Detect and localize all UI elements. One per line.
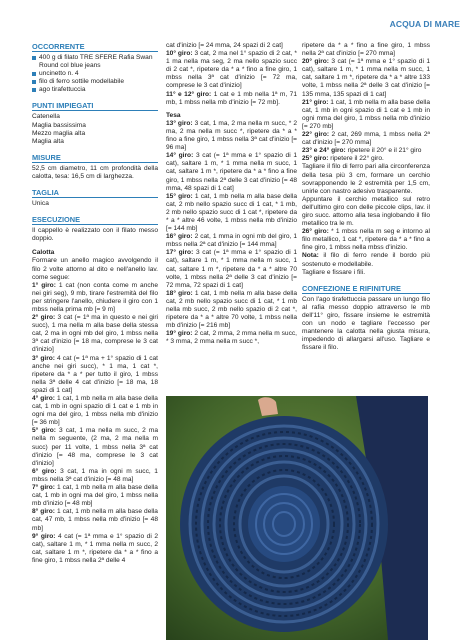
section-title-punti: PUNTI IMPIEGATI (32, 101, 158, 111)
tesa-subtitle: Tesa (166, 111, 181, 119)
round-text: 4 cat (= 1ª ma + 1° spazio di 1 cat anche nei giri succ), * 1 ma, 1 cat *, ripetere da * a * per tutto il giro, 1 mbss nella 3ª delle 4 cat d'inizio [= 18 ma, 18 spazi di 1 cat] (32, 354, 158, 394)
round-instruction (166, 290, 297, 330)
round-text: 3 cat (= 1ª mma e 1° spazio di 1 cat), saltare 1 m, * 1 mma nella m succ, 1 cat, saltare 1 m *, ripetere da * a * altre 70 volte, 1 mbss nella 2ª delle 3 cat d'inizio [= 72 mma, 72 spazi di 1 cat] (166, 249, 297, 289)
round-label: 19° giro: (166, 330, 193, 338)
round-label: 6° giro: (32, 467, 57, 475)
round-instruction (166, 120, 297, 152)
material-item: filo di ferro sottile modellabile (32, 78, 158, 86)
round-text: cat d'inizio [= 24 mma, 24 spazi di 2 cat] (166, 42, 283, 49)
calotta-subtitle: Calotta (32, 249, 55, 257)
round-instruction (32, 533, 158, 565)
round-label: 11° e 12° giro: (166, 90, 212, 98)
stitch-item: Catenella (32, 113, 60, 121)
round-instruction (32, 427, 158, 467)
round-instruction (166, 50, 297, 90)
round-label: 14° giro: (166, 152, 194, 160)
round-text: 3 cat (= 1ª mma e 1° spazio di 1 cat), saltare 1 m, * 1 mma nella m succ, 1 cat, saltare 1 m *, ripetere da * a * fino a fine giro, 1 mbss nella 2ª delle 3 cat d'inizio [= 48 mma, 48 spazi di 1 cat] (166, 152, 297, 192)
round-text: 2 cat, 2 mma, 2 mma nella m succ, * 3 mma, 2 mma nella m succ *, (166, 330, 297, 346)
round-text: 2 cat, 1 mma in ogni mb del giro, 1 mbss nella 2ª cat d'inizio [= 144 mma] (166, 233, 297, 249)
round-label: 8° giro: (32, 508, 55, 516)
stitch-item: Maglia alta (32, 137, 64, 145)
round-text: 1 cat, 1 mb nella m alla base della cat, 1 mb in ogni spazio di 1 cat e 1 mb in ogni mma del giro, 1 mbss nella mb d'inizio [= 270 mb] (302, 98, 430, 130)
round-text: 1 cat, 1 mb nella m alla base della cat, 1 mb in ogni ma del giro, 1 mbss nella mb d'inizio [= 48 mb] (32, 484, 158, 508)
confezione-text: Con l'ago tirafettuccia passare un lungo filo al rafia messo doppio attraverso le mb dell'11° giro, fissare insieme le estremità con un nodo e tagliare l'eccesso per mantenere la calotta nella giusta misura, impedendo di allargarsi all'uso. Tagliare e fissare il filo. (302, 295, 430, 352)
round-instruction (32, 355, 158, 395)
materials-list (32, 54, 158, 94)
round-label: 23° e 24° giro: (302, 147, 346, 155)
material-item: ago tirafettuccia (32, 86, 158, 94)
round-label: 9° giro: (32, 532, 56, 540)
round-instruction (166, 233, 297, 249)
round-label: 2° giro: (32, 314, 56, 322)
material-item: 400 g di filato TRE SFERE Rafia Swan Round col blue jeans (32, 54, 158, 70)
round-text: 1 cat (non conta come m anche nei giri seg), 9 mb, tirare l'estremità del filo per stringere l'anello, chiudere il giro con 1 mbss nella prima mb [= 9 m] (32, 281, 158, 313)
round-label: 3° giro: (32, 354, 55, 362)
round-text: 2 cat, 269 mma, 1 mbss nella 2ª cat d'inizio [= 270 mma] (302, 131, 430, 147)
closing-line: Tagliare e fissare i fili. (302, 268, 366, 276)
round-text: ripetere da * a * fino a fine giro, 1 mbss nella 2ª cat d'inizio [= 270 mma] (302, 42, 430, 58)
section-title-misure: MISURE (32, 153, 158, 163)
round-text: 3 cat (= 1ª ma in questo e nei giri succ), 1 ma nella m alla base della stessa cat, 2 ma in ogni mb del giro, 1 mbss nella 3ª cat d'inizio [= 18 ma, comprese le 3 cat d'inizio] (32, 314, 158, 354)
page-header (0, 0, 472, 34)
round-text: 3 cat, 2 ma nel 1° spazio di 2 cat, * 1 ma nella ma seg, 2 ma nello spazio succ di 2 cat *, ripetere da * a * fino a fine giro, 1 mbss nella 3ª cat d'inizio [= 72 ma, comprese le 3 cat d'inizio] (166, 50, 297, 90)
round-list-top (166, 42, 297, 107)
round-text: 1 cat, 1 mb nella m alla base della cat, 2 mb nello spazio succ di 1 cat, * 1 mb, 2 mb nello spazio succ di 1 cat *, ripetere da * a * altre 46 volte, 1 mbss nella mb d'inizio [= 144 mb] (166, 192, 298, 233)
round-text: 1 cat, 1 mb nella m alla base della cat, 47 mb, 1 mbss nella mb d'inizio [= 48 mb] (32, 508, 158, 532)
running-title: ACQUA DI MARE (389, 19, 460, 29)
round-instruction (166, 42, 297, 50)
crochet-hat-illustration (166, 396, 428, 640)
stitch-item: Mezzo maglia alta (32, 129, 86, 137)
stitch-list (32, 113, 158, 145)
round-label: 22° giro: (302, 131, 330, 139)
finishing-paragraph: Appuntare il cerchio metallico sul retro dell'ultimo giro con delle piccole clips, lav. il giro succ. attorno alla tesa inglobando il filo metallico tra le m. (302, 195, 430, 228)
round-label: 15° giro: (166, 192, 193, 200)
section-title-occorrente: OCCORRENTE (32, 42, 158, 52)
bullet-square-icon (32, 72, 36, 76)
round-text: 3 cat, 1 ma nella m succ, 2 ma nella m seguente, (2 ma, 2 ma nella m succ) per 11 volte, 1 mbss nella 3ª cat d'inizio [= 48 ma, comprese le 3 cat d'inizio] (32, 427, 158, 467)
round-instruction (302, 42, 430, 58)
section-title-esecuzione: ESECUZIONE (32, 215, 158, 225)
column-middle (166, 42, 297, 346)
esecuzione-text: Il cappello è realizzato con il filato messo doppio. (32, 227, 158, 243)
round-instruction (302, 131, 430, 147)
round-instruction (32, 508, 158, 532)
round-text: 1 cat, 1 mb nella m alla base della cat, 1 mb in ogni spazio di 1 cat e 1 mb in ogni ma del giro, 1 mbss nella mb d'inizio [= 36 mb] (32, 395, 158, 427)
round-text: 3 cat, 1 ma in ogni m succ, 1 mbss nella 3ª cat d'inizio [= 48 ma] (32, 467, 158, 483)
round-instruction (32, 484, 158, 508)
misure-text: 52,5 cm diametro, 11 cm profondità della calotta, tesa: 16,5 cm di larghezza. (32, 164, 158, 180)
taglia-text: Unica (32, 200, 49, 208)
round-text: ripetere il 22° giro. (330, 155, 384, 163)
round-label: 21° giro: (302, 98, 329, 106)
round-label: 25° giro: (302, 155, 329, 163)
round-label: 10° giro: (166, 50, 193, 58)
bullet-square-icon (32, 56, 36, 60)
section-title-confezione: CONFEZIONE E RIFINITURE (302, 284, 430, 294)
round-label: 16° giro: (166, 233, 193, 241)
calotta-intro: Formare un anello magico avvolgendo il filo 2 volte attorno al dito e nell'anello lav. come segue: (32, 257, 158, 281)
round-text: 1 cat e 1 mb nella 1ª m, 71 mb, 1 mbss nella mb d'inizio [= 72 mb]. (166, 90, 297, 106)
round-instruction (32, 395, 158, 427)
round-label: 5° giro: (32, 427, 56, 435)
round-instruction (166, 249, 297, 289)
round-text: 1 cat, 1 mb nella m alla base della cat, 2 mb nello spazio succ di 1 cat, * 1 mb nella mb succ, 2 mb nello spazio di 2 cat *, ripetere da * a * altre 70 volte, 1 mbss nella mb d'inizio [= 216 mb] (166, 289, 298, 330)
finishing-paragraph: Tagliare il filo di ferro pari alla circonferenza della tesa più 3 cm, formare un cerchio sovrapponendo le 2 estremità per 1,5 cm, unirle con nastro adesivo trasparente. (302, 163, 430, 195)
round-list-top (302, 42, 430, 163)
section-title-taglia: TAGLIA (32, 188, 158, 198)
calotta-rounds (32, 282, 158, 565)
round-instruction (32, 282, 158, 314)
round-label: 13° giro: (166, 119, 193, 127)
round-instruction (32, 468, 158, 484)
round-instruction (166, 330, 297, 346)
product-photo (166, 396, 428, 640)
round-instruction (166, 91, 297, 107)
round-label: 1° giro: (32, 281, 56, 289)
round-instruction (302, 99, 430, 131)
column-left (32, 42, 158, 565)
column-right (302, 42, 430, 352)
round-text: 4 cat (= 1ª mma e 1° spazio di 2 cat), saltare 1 m, * 1 mma nella m succ, 2 cat, saltare 1 m *, ripetere da * a * fino a fine giro, 1 mbss nella 2ª delle 4 (32, 532, 158, 564)
bullet-square-icon (32, 88, 36, 92)
nota: Nota: il filo di ferro rende il bordo più sostenuto e modellabile. (302, 252, 430, 268)
round-label: 20° giro: (302, 58, 330, 66)
bullet-square-icon (32, 80, 36, 84)
round-instruction (302, 58, 430, 98)
round-text: 3 cat (= 1ª mma e 1° spazio di 1 cat), saltare 1 m, * 1 mma nella m succ, 1 cat, saltare 1 m *, ripetere da * a * altre 133 volte, 1 mbss nella 2ª delle 3 cat d'inizio [= 135 mma, 135 spazi di 1 cat] (302, 58, 430, 98)
round-26: 26° giro: * 1 mbss nella m seg e intorno al filo metallico, 1 cat *, ripetere da * a * fino a fine giro, 1 mbss nella mbss d'inizio. (302, 228, 430, 252)
round-label: 18° giro: (166, 289, 193, 297)
round-label: 17° giro: (166, 249, 194, 257)
round-text: ripetere il 20° e il 21° giro (347, 147, 422, 155)
round-instruction (302, 155, 430, 163)
round-label: 4° giro: (32, 395, 55, 402)
round-instruction (166, 152, 297, 192)
round-label: 7° giro: (32, 484, 55, 492)
round-text: 3 cat, 1 ma, 2 ma nella m succ, * 2 ma, 2 ma nella m succ *, ripetere da * a * fino a fine giro, 1 mbss nella 3ª cat d'inizio [= 96 ma] (166, 119, 297, 152)
material-item: uncinetto n. 4 (32, 70, 158, 78)
tesa-rounds (166, 120, 297, 347)
round-instruction (166, 193, 297, 233)
stitch-item: Maglia bassissima (32, 121, 86, 129)
round-instruction (32, 314, 158, 354)
